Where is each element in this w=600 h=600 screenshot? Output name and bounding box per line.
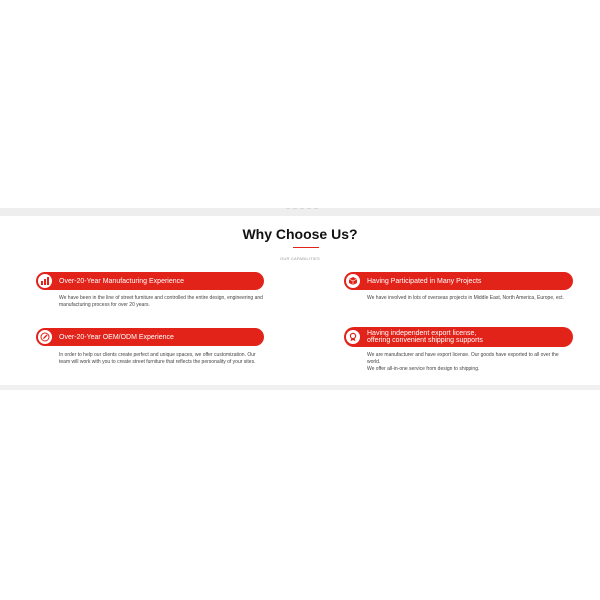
feature-description	[367, 352, 562, 373]
feature-title	[367, 330, 483, 345]
feature-manufacturing-header	[36, 272, 264, 290]
feature-description	[59, 295, 269, 309]
feature-desc-text: We have been in the line of street furniture and controlled the entire design, engineering and manufacturing process for over 20 years.	[59, 295, 263, 308]
title-underline	[293, 247, 319, 248]
feature-projects-header	[344, 272, 573, 290]
edit-icon	[37, 329, 53, 345]
carousel-dots[interactable]	[286, 208, 318, 209]
feature-description	[59, 352, 264, 366]
carousel-dot[interactable]	[307, 208, 311, 209]
feature-title: Over-20-Year OEM/ODM Experience	[59, 333, 174, 341]
feature-desc-text: We offer all-in-one service from design to shipping.	[367, 366, 480, 372]
feature-export-header	[344, 327, 573, 347]
feature-description	[367, 295, 572, 302]
feature-desc-text: We have involved in lots of overseas projects in Middle East, North America, Europe, ect.	[367, 295, 564, 301]
award-icon	[345, 329, 361, 345]
feature-desc-text: We are manufacturer and have export license. Our goods have exported to all over the world.	[367, 352, 559, 365]
carousel-dot[interactable]	[293, 208, 297, 209]
carousel-dot[interactable]	[286, 208, 290, 209]
factory-icon	[37, 273, 53, 289]
bottom-section-divider	[0, 385, 600, 390]
section-subtitle: OUR CAPABILITIES	[280, 256, 320, 261]
feature-title: Over-20-Year Manufacturing Experience	[59, 277, 185, 285]
feature-title-line: offering convenient shipping supports	[367, 337, 483, 344]
feature-desc-text: In order to help our clients create perfect and unique spaces, we offer customization. Our team will work with you to create street furniture that reflects the personality of your sites.	[59, 352, 256, 365]
top-section-divider	[0, 208, 600, 216]
box-icon	[345, 273, 361, 289]
carousel-dot[interactable]	[300, 208, 304, 209]
carousel-dot[interactable]	[314, 208, 318, 209]
feature-oem-header	[36, 328, 264, 346]
feature-title-line: Having independent export license,	[367, 329, 477, 337]
section-title: Why Choose Us?	[242, 226, 358, 242]
feature-title: Having Participated in Many Projects	[367, 277, 482, 285]
